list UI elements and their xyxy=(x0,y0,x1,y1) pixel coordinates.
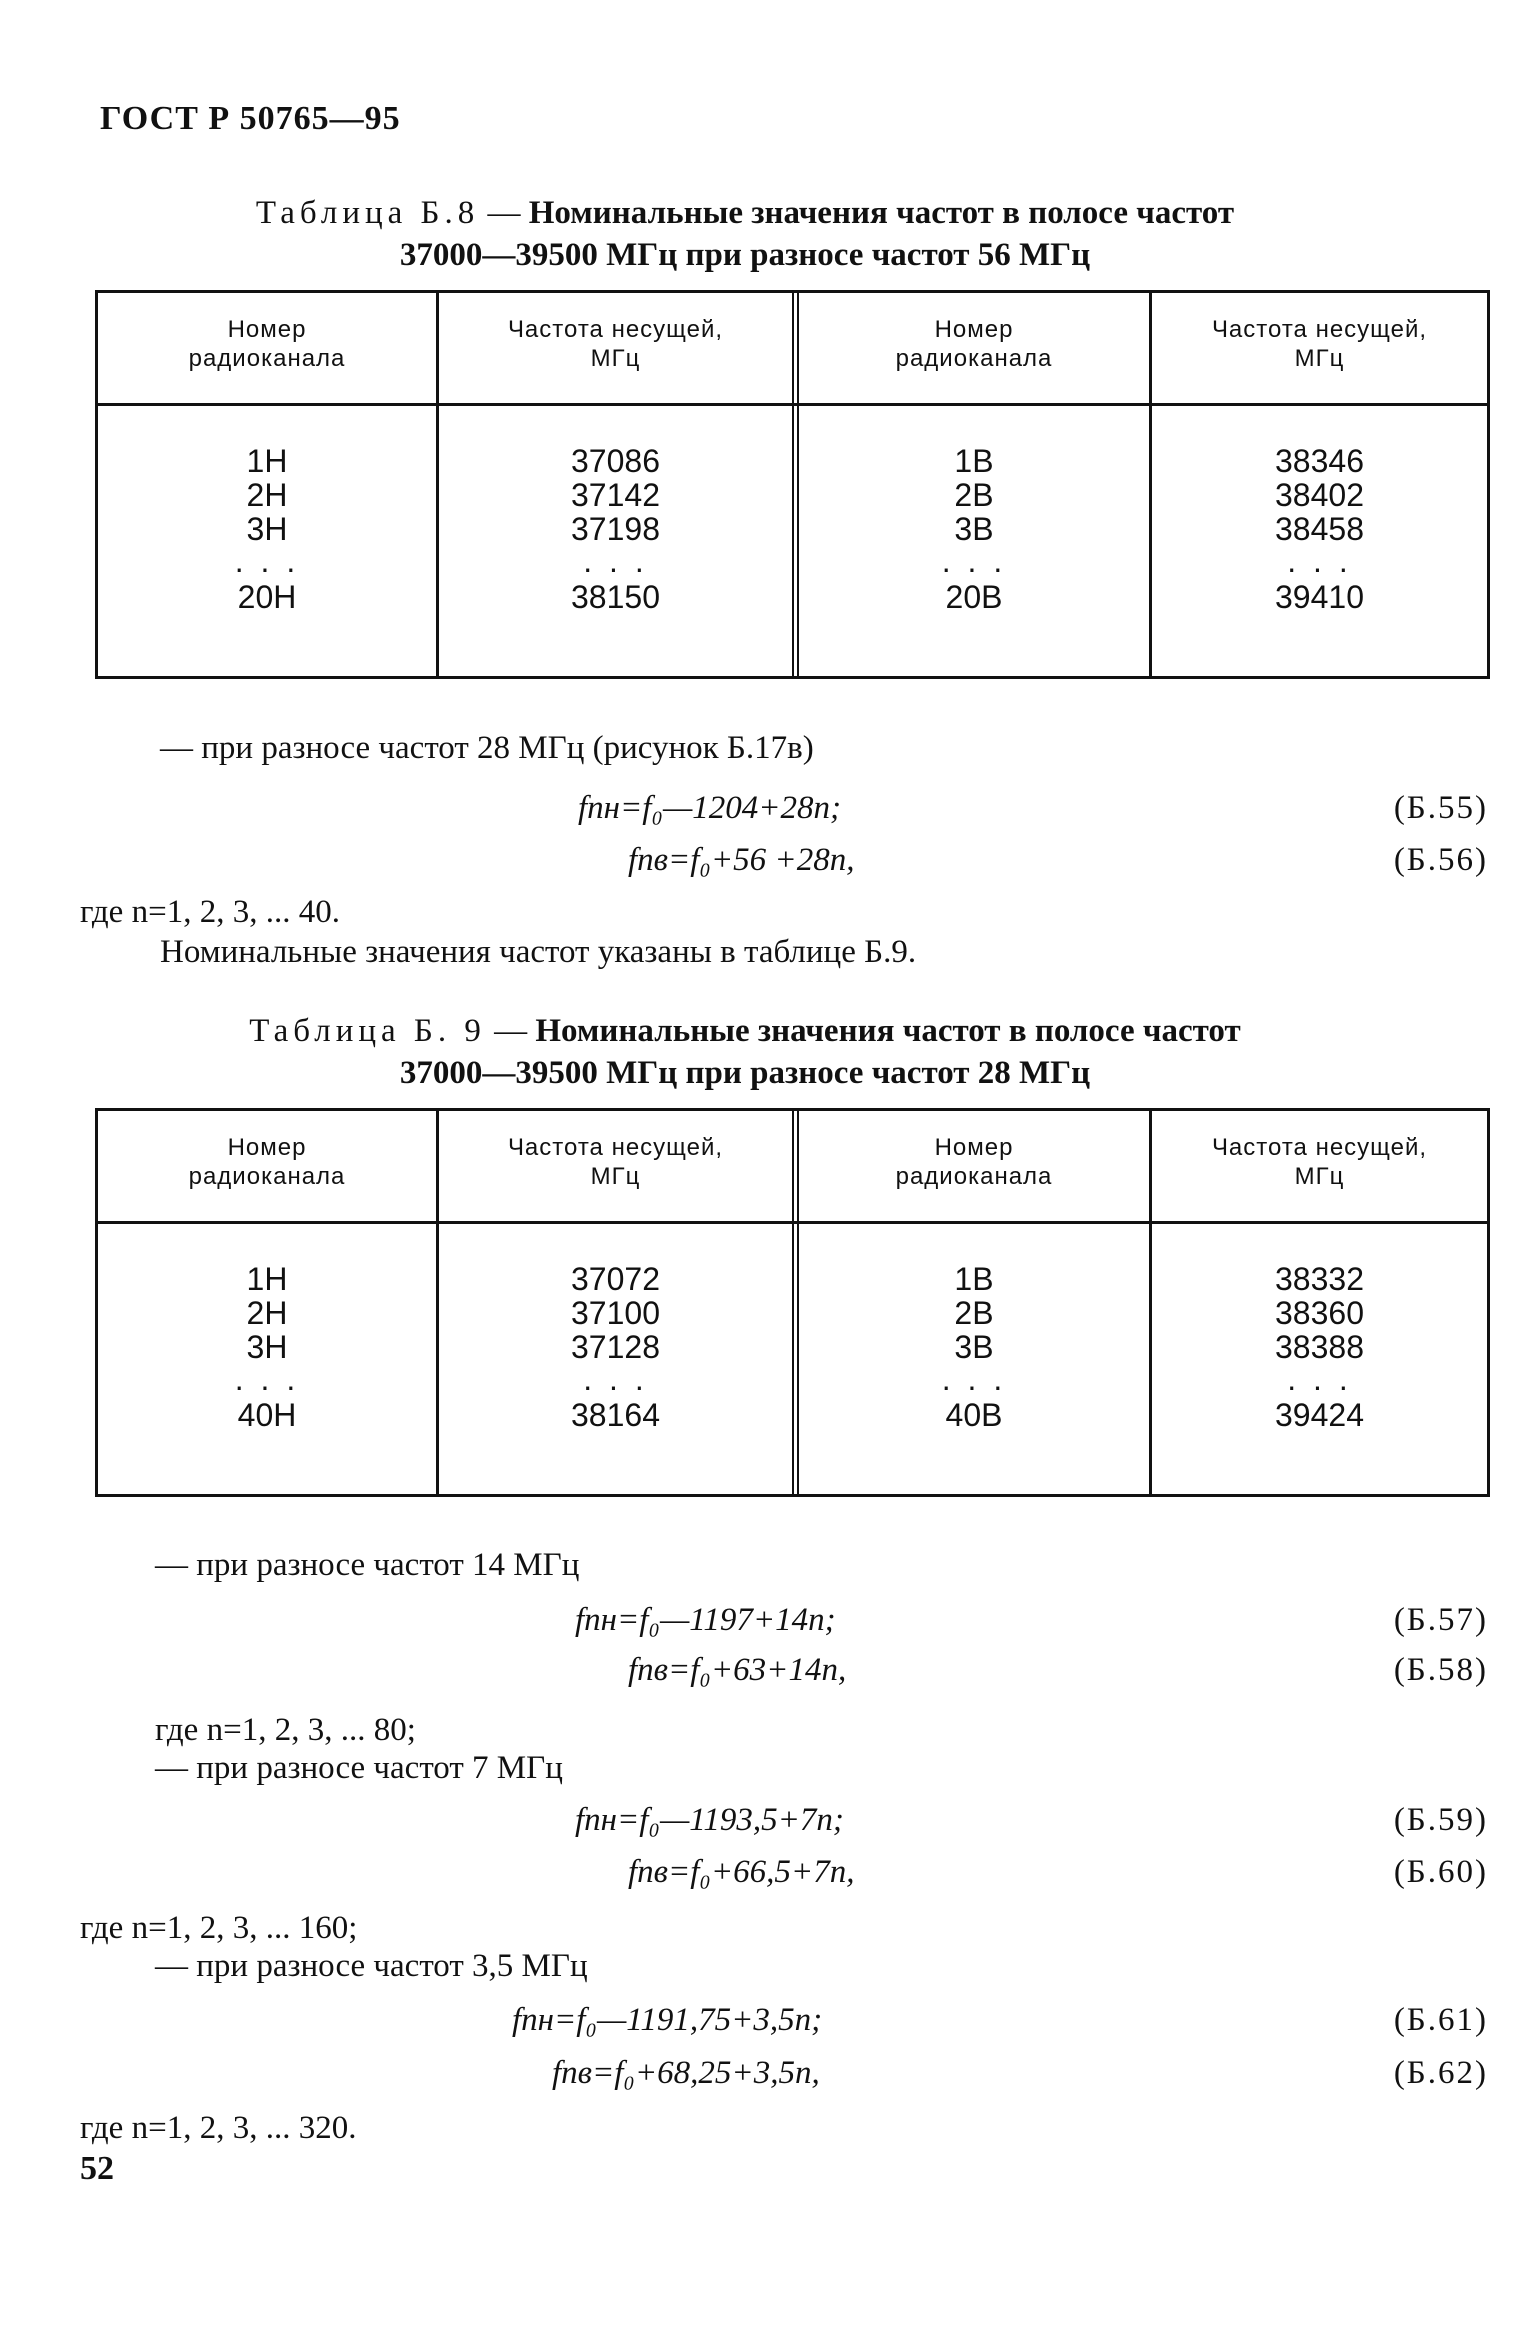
spacing-14-intro: — при разносе частот 14 МГц xyxy=(155,1547,580,1583)
table-cell-ellipsis: . . . xyxy=(1287,543,1352,579)
table-cell: 40В xyxy=(945,1397,1003,1433)
table-cell: 38332 xyxy=(1275,1261,1364,1297)
spacing-3-5-where: где n=1, 2, 3, ... 320. xyxy=(80,2110,357,2146)
table-b8-title-line1: Номинальные значения частот в полосе частот xyxy=(528,195,1235,231)
table-b9-dash: — xyxy=(485,1013,536,1049)
table-cell: 2Н xyxy=(246,1295,288,1331)
table-cell: 39410 xyxy=(1275,579,1364,615)
spacing-28-intro: — при разносе частот 28 МГц (рисунок Б.17в) xyxy=(160,730,814,766)
table-cell: 3В xyxy=(954,511,994,547)
table-b9-title-line2: 37000—39500 МГц при разносе частот 28 МГц xyxy=(399,1055,1091,1091)
table-cell-ellipsis: . . . xyxy=(1287,1361,1352,1397)
header-carrier-frequency: Частота несущей, МГц xyxy=(439,293,799,403)
table-cell: 2В xyxy=(954,477,994,513)
page-number: 52 xyxy=(80,2150,114,2187)
document-code: ГОСТ Р 50765—95 xyxy=(100,100,401,137)
table-cell: 1В xyxy=(954,443,994,479)
column-upper-channels xyxy=(799,1224,1152,1494)
table-cell-ellipsis: . . . xyxy=(234,543,300,579)
formula-b58: fпв=f₀+63+14n, xyxy=(628,1652,847,1688)
table-cell: 37142 xyxy=(571,477,660,513)
equation-number-b60: (Б.60) xyxy=(1393,1854,1488,1890)
spacing-28-where: где n=1, 2, 3, ... 40. xyxy=(80,894,340,930)
header-carrier-frequency: Частота несущей, МГц xyxy=(1152,1111,1490,1221)
column-lower-channels xyxy=(95,406,439,676)
column-lower-frequencies xyxy=(439,406,799,676)
header-channel-number: Номер радиоканала xyxy=(95,293,439,403)
header-channel-number: Номер радиоканала xyxy=(95,1111,439,1221)
table-cell: 2В xyxy=(954,1295,994,1331)
table-cell-ellipsis: . . . xyxy=(941,543,1007,579)
spacing-14-where: где n=1, 2, 3, ... 80; xyxy=(155,1712,416,1748)
table-cell: 37072 xyxy=(571,1261,660,1297)
table-cell-ellipsis: . . . xyxy=(941,1361,1007,1397)
column-upper-frequencies xyxy=(1152,1224,1490,1494)
spacing-3-5-intro: — при разносе частот 3,5 МГц xyxy=(155,1948,588,1984)
equation-number-b61: (Б.61) xyxy=(1393,2002,1488,2038)
equation-number-b59: (Б.59) xyxy=(1393,1802,1488,1838)
table-cell: 37100 xyxy=(571,1295,660,1331)
formula-b55: fпн=f₀—1204+28n; xyxy=(578,790,842,826)
table-cell: 1Н xyxy=(246,443,288,479)
table-b8-caption xyxy=(90,192,1400,276)
table-cell: 39424 xyxy=(1275,1397,1364,1433)
equation-number-b56: (Б.56) xyxy=(1393,842,1488,878)
table-cell: 37198 xyxy=(571,511,660,547)
table-cell-ellipsis: . . . xyxy=(583,1361,648,1397)
column-upper-channels xyxy=(799,406,1152,676)
spacing-7-where: где n=1, 2, 3, ... 160; xyxy=(80,1910,358,1946)
table-cell: 38150 xyxy=(571,579,660,615)
table-cell-ellipsis: . . . xyxy=(583,543,648,579)
table-cell: 1В xyxy=(954,1261,994,1297)
formula-b56: fпв=f₀+56 +28n, xyxy=(628,842,855,878)
table-b8 xyxy=(95,290,1490,679)
table-b8-label: Таблица Б.8 xyxy=(255,195,480,231)
table-cell: 38164 xyxy=(571,1397,660,1433)
header-channel-number: Номер радиоканала xyxy=(799,1111,1152,1221)
table-b9-label: Таблица Б. 9 xyxy=(249,1013,486,1049)
formula-b59: fпн=f₀—1193,5+7n; xyxy=(575,1802,844,1838)
table-cell: 38388 xyxy=(1275,1329,1364,1365)
equation-number-b62: (Б.62) xyxy=(1393,2055,1488,2091)
table-b9 xyxy=(95,1108,1490,1497)
table-b8-caption-line1 xyxy=(90,192,1400,234)
table-cell: 40Н xyxy=(237,1397,297,1433)
table-cell: 3В xyxy=(954,1329,994,1365)
table-cell: 38458 xyxy=(1275,511,1364,547)
table-cell-ellipsis: . . . xyxy=(234,1361,300,1397)
formula-b60: fпв=f₀+66,5+7n, xyxy=(628,1854,855,1890)
formula-b62: fпв=f₀+68,25+3,5n, xyxy=(552,2055,820,2091)
table-cell: 2Н xyxy=(246,477,288,513)
formula-b57: fпн=f₀—1197+14n; xyxy=(575,1602,836,1638)
table-cell: 37086 xyxy=(571,443,660,479)
table-cell: 3Н xyxy=(246,511,288,547)
table-cell: 38360 xyxy=(1275,1295,1364,1331)
table-cell: 3Н xyxy=(246,1329,288,1365)
table-cell: 38402 xyxy=(1275,477,1364,513)
header-carrier-frequency: Частота несущей, МГц xyxy=(439,1111,799,1221)
formula-b61: fпн=f₀—1191,75+3,5n; xyxy=(512,2002,823,2038)
equation-number-b58: (Б.58) xyxy=(1393,1652,1488,1688)
table-header-row xyxy=(95,293,1490,406)
table-cell: 37128 xyxy=(571,1329,660,1365)
table-cell: 20В xyxy=(945,579,1003,615)
table-b9-caption xyxy=(90,1010,1400,1094)
spacing-7-intro: — при разносе частот 7 МГц xyxy=(155,1750,563,1786)
table-body xyxy=(95,1224,1490,1494)
column-upper-frequencies xyxy=(1152,406,1490,676)
table-b8-dash: — xyxy=(479,195,529,231)
table-b9-title-line1: Номинальные значения частот в полосе частот xyxy=(535,1013,1241,1049)
equation-number-b57: (Б.57) xyxy=(1393,1602,1488,1638)
table-b9-reference: Номинальные значения частот указаны в таблице Б.9. xyxy=(160,934,917,970)
table-cell: 38346 xyxy=(1275,443,1364,479)
column-lower-channels xyxy=(95,1224,439,1494)
table-b8-title-line2: 37000—39500 МГц при разносе частот 56 МГц xyxy=(399,237,1091,273)
table-header-row xyxy=(95,1111,1490,1224)
equation-number-b55: (Б.55) xyxy=(1393,790,1488,826)
column-lower-frequencies xyxy=(439,1224,799,1494)
table-cell: 20Н xyxy=(237,579,297,615)
header-carrier-frequency: Частота несущей, МГц xyxy=(1152,293,1490,403)
table-cell: 1Н xyxy=(246,1261,288,1297)
table-b9-caption-line1 xyxy=(90,1010,1400,1052)
table-body xyxy=(95,406,1490,676)
header-channel-number: Номер радиоканала xyxy=(799,293,1152,403)
